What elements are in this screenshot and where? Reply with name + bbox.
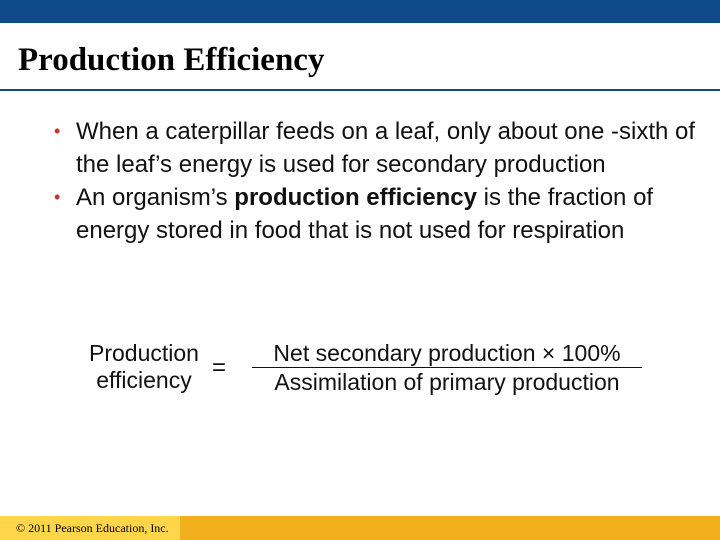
bullet-bold-term: production efficiency [234, 184, 477, 211]
equation-lhs-line2: efficiency [96, 367, 192, 393]
title-divider [0, 89, 720, 91]
bullet-text-start: An organism’s [76, 184, 235, 211]
equation-lhs [82, 340, 206, 394]
efficiency-equation [82, 340, 652, 400]
bullet-text: When a caterpillar feeds on a leaf, only about one -sixth of the leaf’s energy is used for secondary production [76, 118, 696, 178]
bullet-text-end: is the fraction of energy stored in food that is not used for respiration [76, 184, 654, 244]
equation-lhs-line1: Production [89, 340, 199, 366]
top-accent-bar [0, 0, 720, 23]
equation-denominator: Assimilation of primary production [274, 369, 620, 395]
bullet-icon: • [54, 187, 61, 207]
bullet-icon: • [54, 121, 61, 141]
bullet-item-1 [48, 115, 708, 181]
copyright-notice: © 2011 Pearson Education, Inc. [0, 516, 180, 540]
bullet-item-2 [48, 181, 708, 247]
slide-title: Production Efficiency [18, 42, 325, 78]
bullet-list [48, 115, 708, 247]
equation-equals-sign: = [212, 354, 227, 381]
equation-numerator: Net secondary production × 100% [252, 340, 642, 368]
